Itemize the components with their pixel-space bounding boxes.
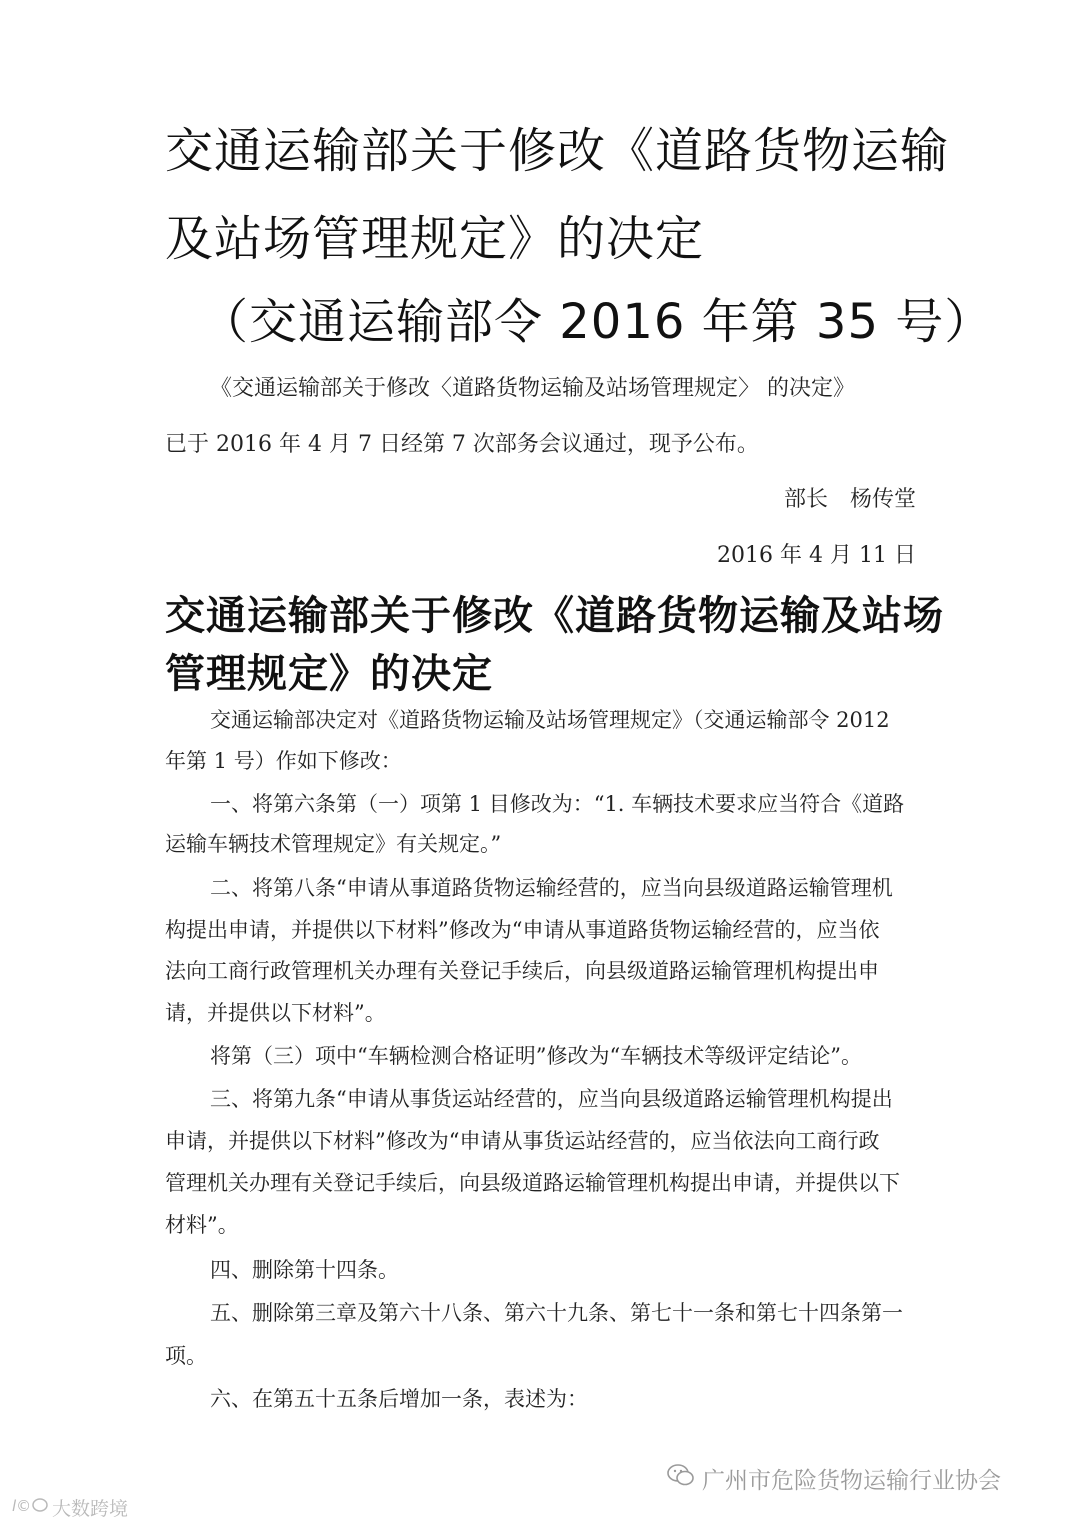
body-line: 构提出申请，并提供以下材料”修改为“申请从事道路货物运输经营的，应当依 — [165, 918, 880, 942]
decision-title-line-1: 交通运输部关于修改《道路货物运输及站场 — [165, 593, 944, 639]
watermark-association: 广州市危险货物运输行业协会 — [702, 1468, 1001, 1494]
svg-text:l©: l© — [12, 1497, 32, 1515]
body-line: 六、在第五十五条后增加一条，表述为： — [210, 1387, 588, 1411]
promulgation-line-1: 《交通运输部关于修改〈道路货物运输及站场管理规定〉 的决定》 — [210, 376, 855, 401]
body-line: 将第（三）项中“车辆检测合格证明”修改为“车辆技术等级评定结论”。 — [210, 1044, 862, 1068]
watermark-brand: 大数跨境 — [52, 1498, 129, 1520]
body-line: 请，并提供以下材料”。 — [165, 1001, 386, 1025]
body-line: 材料”。 — [165, 1213, 239, 1237]
body-line: 项。 — [165, 1344, 207, 1368]
main-title-line-2: 及站场管理规定》的决定 — [165, 211, 705, 267]
body-line: 申请，并提供以下材料”修改为“申请从事货运站经营的，应当依法向工商行政 — [165, 1129, 880, 1153]
body-line: 年第 1 号）作如下修改： — [165, 749, 402, 773]
wechat-icon — [666, 1462, 696, 1488]
body-line: 交通运输部决定对《道路货物运输及站场管理规定》（交通运输部令 2012 — [210, 708, 890, 732]
body-line: 一、将第六条第（一）项第 1 目修改为：“1. 车辆技术要求应当符合《道路 — [210, 792, 905, 816]
date: 2016 年 4 月 11 日 — [717, 543, 916, 568]
main-title-line-1: 交通运输部关于修改《道路货物运输 — [165, 123, 950, 179]
body-line: 四、删除第十四条。 — [210, 1258, 399, 1282]
order-number: （交通运输部令 2016 年第 35 号） — [200, 294, 994, 350]
body-line: 三、将第九条“申请从事货运站经营的，应当向县级道路运输管理机构提出 — [210, 1087, 893, 1111]
decision-title-line-2: 管理规定》的决定 — [165, 651, 493, 697]
body-line: 二、将第八条“申请从事道路货物运输经营的，应当向县级道路运输管理机 — [210, 876, 893, 900]
signatory: 部长 杨传堂 — [783, 487, 916, 512]
body-line: 运输车辆技术管理规定》有关规定。” — [165, 832, 502, 856]
body-line: 法向工商行政管理机关办理有关登记手续后，向县级道路运输管理机构提出申 — [165, 959, 879, 983]
body-line: 管理机关办理有关登记手续后，向县级道路运输管理机构提出申请，并提供以下 — [165, 1171, 900, 1195]
body-line: 五、删除第三章及第六十八条、第六十九条、第七十一条和第七十四条第一 — [210, 1301, 903, 1325]
brand-logo-icon — [12, 1494, 50, 1516]
promulgation-line-2: 已于 2016 年 4 月 7 日经第 7 次部务会议通过，现予公布。 — [165, 432, 759, 457]
